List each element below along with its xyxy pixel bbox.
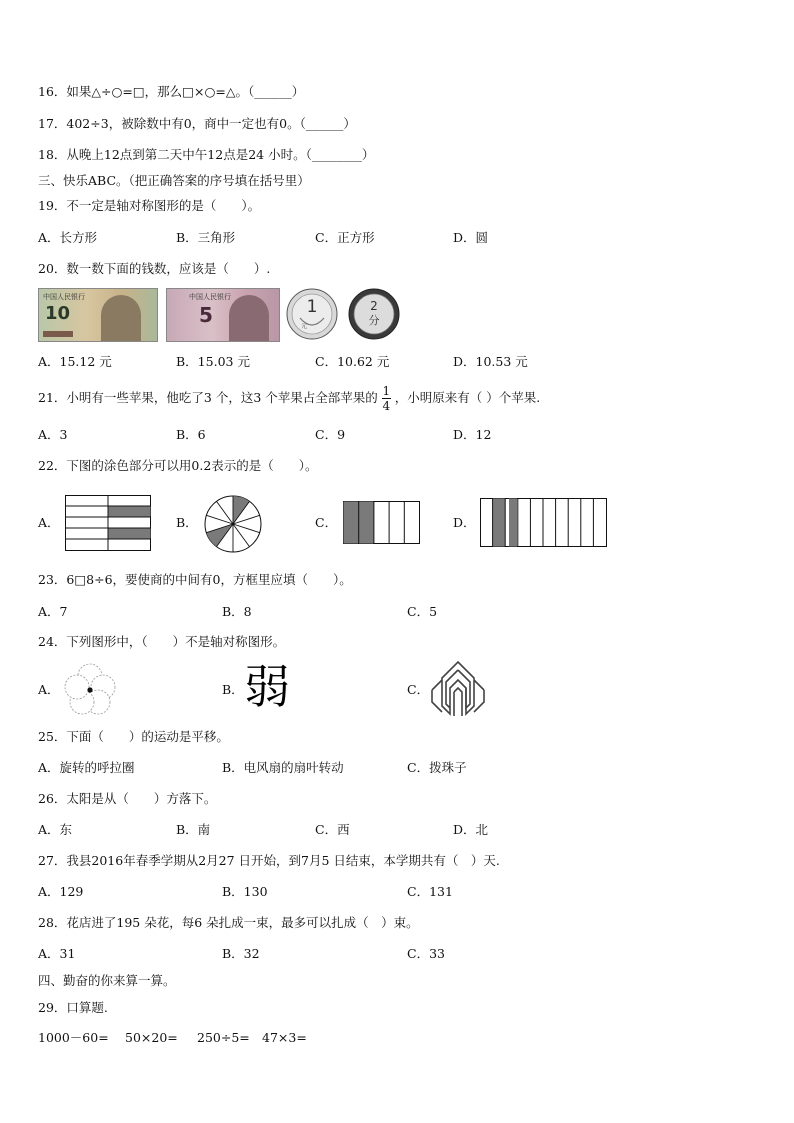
- q22-option-d: D．: [453, 515, 476, 530]
- q22-option-b: B．: [176, 515, 198, 530]
- q21-option-d: D．12: [453, 427, 492, 442]
- mental-math-item-1: 1000－60=: [38, 1030, 109, 1045]
- shaded-cell: [108, 506, 151, 517]
- q23-option-a: A．7: [38, 604, 68, 619]
- coin-1-unit: 元: [300, 323, 308, 330]
- shaded-cell: [108, 528, 151, 539]
- q27-option-a: A．129: [38, 884, 84, 899]
- q28-option-a: A．31: [38, 946, 76, 961]
- q22-option-c: C．: [315, 515, 338, 530]
- mental-math-item-2: 50×20=: [125, 1030, 178, 1045]
- q28-option-b: B．32: [222, 946, 260, 961]
- q21-option-b: B．6: [176, 427, 206, 442]
- q26-option-b: B．南: [176, 822, 211, 837]
- shaded-part: [509, 499, 517, 547]
- q25-option-b: B．电风扇的扇叶转动: [222, 760, 344, 775]
- question-25-stem: 25．下面（ ）的运动是平移。: [38, 729, 229, 744]
- section-4-heading: 四、勤奋的你来算一算。: [38, 973, 176, 988]
- question-16: 16．如果△÷○=□，那么□×○=△。（______）: [38, 84, 305, 99]
- portrait-graphic: [229, 295, 269, 341]
- section-3-heading: 三、快乐ABC。（把正确答案的序号填在括号里）: [38, 173, 310, 188]
- question-28-stem: 28．花店进了195 朵花，每6 朵扎成一束，最多可以扎成（ ）束。: [38, 915, 419, 930]
- q26-option-c: C．西: [315, 822, 350, 837]
- one-yuan-coin-image: [286, 288, 338, 340]
- q22-figure-c-bar: [343, 501, 421, 545]
- flower-pattern-figure: [63, 663, 117, 715]
- q25-option-c: C．拨珠子: [407, 760, 467, 775]
- question-26-stem: 26．太阳是从（ ）方落下。: [38, 791, 217, 806]
- ten-yuan-bill-image: [38, 288, 158, 342]
- q24-option-a: A．: [38, 682, 60, 697]
- q22-figure-d-bar: [480, 498, 608, 548]
- q27-option-b: B．130: [222, 884, 268, 899]
- q20-option-d: D．10.53 元: [453, 354, 528, 369]
- q27-option-c: C．131: [407, 884, 453, 899]
- coin-1-value: 1: [306, 297, 318, 317]
- five-yuan-bill-image: [166, 288, 280, 342]
- q22-figure-a-grid: [65, 495, 151, 551]
- question-29-stem: 29．口算题.: [38, 1000, 108, 1015]
- serial-strip: [43, 331, 73, 337]
- q19-option-d: D．圆: [453, 230, 489, 245]
- q22-figure-b-pie: [204, 495, 262, 553]
- q25-option-a: A．旋转的呼拉圈: [38, 760, 135, 775]
- q21-stem-part-b: ，小明原来有（ ）个苹果.: [394, 390, 541, 405]
- q21-option-c: C．9: [315, 427, 346, 442]
- two-fen-coin-image: [348, 288, 400, 340]
- bill-5-header: 中国人民银行: [189, 293, 231, 301]
- q24-option-b: B．: [222, 682, 244, 697]
- q19-option-a: A．长方形: [38, 230, 98, 245]
- portrait-graphic: [101, 295, 141, 341]
- q20-option-b: B．15.03 元: [176, 354, 250, 369]
- question-21-stem: [38, 384, 540, 412]
- question-20-stem: 20．数一数下面的钱数，应该是（ ）.: [38, 261, 271, 276]
- question-17: 17．402÷3，被除数中有0，商中一定也有0。（______）: [38, 116, 356, 131]
- question-27-stem: 27．我县2016年春季学期从2月27 日开始，到7月5 日结束，本学期共有（ ）天.: [38, 853, 500, 868]
- q22-option-a: A．: [38, 515, 60, 530]
- coin-2-value: 2: [370, 299, 378, 313]
- mental-math-item-4: 47×3=: [262, 1030, 307, 1045]
- fraction-denominator: 4: [382, 399, 391, 413]
- q19-option-b: B．三角形: [176, 230, 236, 245]
- mental-math-item-3: 250÷5=: [197, 1030, 250, 1045]
- fraction-numerator: 1: [382, 384, 391, 398]
- question-23-stem: 23．6□8÷6，要使商的中间有0，方框里应填（ ）。: [38, 572, 352, 587]
- q20-option-c: C．10.62 元: [315, 354, 390, 369]
- house-logo-figure: [430, 660, 486, 718]
- bill-5-value: 5: [199, 303, 213, 327]
- bill-10-value: 10: [45, 303, 71, 324]
- q28-option-c: C．33: [407, 946, 445, 961]
- question-18: 18．从晚上12点到第二天中午12点是24 小时。（________）: [38, 147, 375, 162]
- q20-option-a: A．15.12 元: [38, 354, 112, 369]
- coin-2-unit: 分: [368, 314, 380, 327]
- q21-stem-part-a: 21．小明有一些苹果，他吃了3 个，这3 个苹果占全部苹果的: [38, 390, 378, 405]
- question-24-stem: 24．下列图形中，（ ）不是轴对称图形。: [38, 634, 286, 649]
- q26-option-a: A．东: [38, 822, 73, 837]
- character-ruo-figure: 弱: [244, 660, 290, 714]
- q23-option-b: B．8: [222, 604, 252, 619]
- q19-option-c: C．正方形: [315, 230, 375, 245]
- bill-10-header: 中国人民银行: [43, 293, 85, 301]
- q21-option-a: A．3: [38, 427, 68, 442]
- shaded-part: [493, 499, 506, 547]
- question-22-stem: 22．下图的涂色部分可以用0.2表示的是（ ）。: [38, 458, 318, 473]
- q24-option-c: C．: [407, 682, 430, 697]
- q23-option-c: C．5: [407, 604, 438, 619]
- q26-option-d: D．北: [453, 822, 489, 837]
- fraction-one-quarter: [382, 385, 391, 412]
- question-19-stem: 19．不一定是轴对称图形的是（ ）。: [38, 198, 261, 213]
